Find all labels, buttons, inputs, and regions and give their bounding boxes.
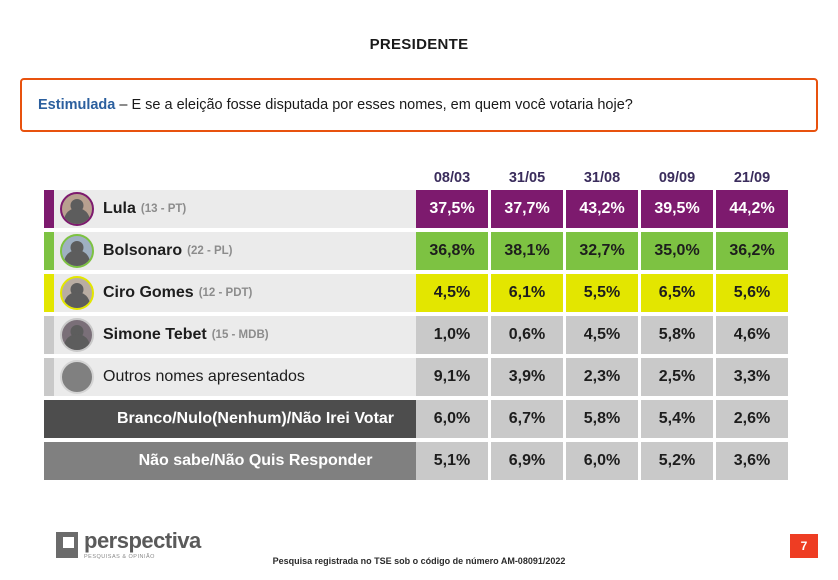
page-title: PRESIDENTE [369, 36, 469, 53]
question-text [38, 97, 633, 113]
candidate-name: Branco/Nulo(Nenhum)/Não Irei Votar [116, 410, 395, 427]
value-cell: 2,3% [566, 358, 638, 396]
column-header-date-3: 31/08 [583, 170, 621, 186]
row-color-bar [44, 190, 54, 228]
candidate-name: Não sabe/Não Quis Responder [138, 452, 373, 469]
candidate-cell [54, 358, 416, 396]
column-header-date-2: 31/05 [508, 170, 546, 186]
candidate-name: Outros nomes apresentados [103, 368, 305, 385]
value-cell: 5,4% [641, 400, 713, 438]
value-cell: 6,1% [491, 274, 563, 312]
value-cell: 6,7% [491, 400, 563, 438]
value-cell: 35,0% [641, 232, 713, 270]
row-color-bar [44, 442, 54, 480]
page-number-badge: 7 [790, 534, 818, 558]
question-label: Estimulada [38, 97, 116, 113]
candidate-cell [54, 442, 416, 480]
question-box [20, 78, 818, 132]
value-cell: 9,1% [416, 358, 488, 396]
table-row [44, 190, 794, 228]
value-cell: 5,1% [416, 442, 488, 480]
value-cell: 38,1% [491, 232, 563, 270]
value-cell: 5,8% [566, 400, 638, 438]
value-cell: 5,6% [716, 274, 788, 312]
logo-wordmark: perspectiva [84, 528, 201, 553]
value-cell: 43,2% [566, 190, 638, 228]
row-color-bar [44, 232, 54, 270]
candidate-cell [54, 274, 416, 312]
value-cell: 32,7% [566, 232, 638, 270]
candidate-party: (22 - PL) [187, 245, 233, 257]
avatar [60, 318, 94, 352]
value-cell: 1,0% [416, 316, 488, 354]
logo-mark-icon [56, 532, 78, 558]
table-row [44, 358, 794, 396]
value-cell: 4,5% [566, 316, 638, 354]
table-row [44, 232, 794, 270]
logo-tagline: PESQUISAS & OPINIÃO [84, 554, 155, 560]
question-body: – E se a eleição fosse disputada por esses nomes, em quem você votaria hoje? [115, 97, 633, 113]
candidate-name: Simone Tebet [103, 326, 207, 343]
candidate-name: Ciro Gomes [103, 284, 194, 301]
avatar [60, 234, 94, 268]
candidate-cell [54, 316, 416, 354]
candidate-party: (15 - MDB) [211, 329, 269, 341]
candidate-name: Bolsonaro [103, 242, 183, 259]
value-cell: 44,2% [716, 190, 788, 228]
value-cell: 36,8% [416, 232, 488, 270]
table-row [44, 400, 794, 438]
value-cell: 37,5% [416, 190, 488, 228]
candidate-cell [54, 190, 416, 228]
candidate-cell [54, 400, 416, 438]
value-cell: 2,5% [641, 358, 713, 396]
results-table [44, 162, 794, 484]
value-cell: 3,3% [716, 358, 788, 396]
value-cell: 6,5% [641, 274, 713, 312]
value-cell: 3,6% [716, 442, 788, 480]
row-color-bar [44, 316, 54, 354]
value-cell: 2,6% [716, 400, 788, 438]
value-cell: 39,5% [641, 190, 713, 228]
value-cell: 6,0% [566, 442, 638, 480]
value-cell: 4,6% [716, 316, 788, 354]
column-header-date-4: 09/09 [658, 170, 696, 186]
candidate-party: (13 - PT) [140, 203, 187, 215]
row-color-bar [44, 358, 54, 396]
candidate-party: (12 - PDT) [198, 287, 253, 299]
table-row [44, 316, 794, 354]
avatar [60, 192, 94, 226]
value-cell: 36,2% [716, 232, 788, 270]
table-row [44, 274, 794, 312]
value-cell: 4,5% [416, 274, 488, 312]
value-cell: 6,9% [491, 442, 563, 480]
column-header-date-5: 21/09 [733, 170, 771, 186]
tse-registration-note: Pesquisa registrada no TSE sob o código de número AM-08091/2022 [272, 556, 566, 566]
value-cell: 5,5% [566, 274, 638, 312]
row-color-bar [44, 400, 54, 438]
column-header-date-1: 08/03 [433, 170, 471, 186]
avatar [60, 360, 94, 394]
row-color-bar [44, 274, 54, 312]
table-row [44, 442, 794, 480]
candidate-name: Lula [103, 200, 136, 217]
value-cell: 5,2% [641, 442, 713, 480]
value-cell: 6,0% [416, 400, 488, 438]
value-cell: 3,9% [491, 358, 563, 396]
table-header-row [44, 162, 794, 190]
avatar [60, 276, 94, 310]
value-cell: 37,7% [491, 190, 563, 228]
candidate-cell [54, 232, 416, 270]
value-cell: 5,8% [641, 316, 713, 354]
value-cell: 0,6% [491, 316, 563, 354]
